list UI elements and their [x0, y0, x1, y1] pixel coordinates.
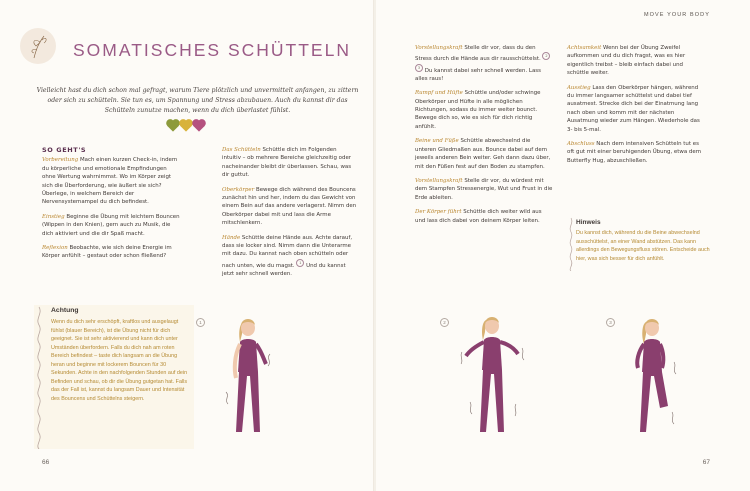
steps-column-3	[415, 44, 553, 231]
figure-number: 2	[440, 318, 449, 327]
warning-heading: Achtung	[51, 307, 79, 314]
paragraph: Vorstellungskraft Stelle dir vor, dass du den Stress durch die Hände aus dir rausschüttelst. 23 Du kannst dabei sehr schnell werden. Lass alles raus!	[415, 44, 553, 83]
figure-number: 1	[196, 318, 205, 327]
page-number-left: 66	[42, 459, 50, 466]
paragraph: Hände Schüttle deine Hände aus. Achte darauf, dass sie locker sind. Nimm dann die Unterarme mit dazu. Du kannst nach oben schütteln oder nach unten, wie du magst. 1 Und du kannst jetzt sehr schnell werden.	[222, 234, 353, 278]
paragraph: Der Körper führt Schüttle dich weiter wild aus und lass dich dabei von deinem Körper leiten.	[415, 209, 542, 224]
flower-icon	[20, 28, 56, 64]
paragraph: Achtsamkeit Wenn bei der Übung Zweifel aufkommen und du dich fragst, was es hier eigentlich treibst – bleib einfach dabei und schüttle weiter.	[567, 45, 686, 77]
hint-heading: Hinweis	[576, 219, 601, 226]
wave-ornament	[568, 217, 574, 271]
warning-text: Wenn du dich sehr erschöpft, kraftlos und ausgelaugt fühlst (blauer Bereich), ist die Übung nicht für dich geeignet. Sie ist sehr aktivierend und kann dich unter Umständen überfordern. Falls du dich nah am roten Bereich befindest – taste dich langsam an die Übung heran und beginne mit lockerem Bouncen für 30 Sekunden. Achte in den nachfolgenden Stunden auf dein Befinden und schau, ob dir die Übung gutgetan hat. Falls das der Fall ist, kannst du langsam Dauer und Intensität des Bouncens und Schüttelns steigern.	[51, 319, 188, 402]
left-page	[0, 0, 374, 491]
heart-icon	[193, 120, 204, 131]
heart-row	[169, 122, 203, 130]
figure-illustration-1	[222, 312, 276, 444]
paragraph: Einstieg Beginne die Übung mit leichtem Bouncen (Wippen in den Knien), gern auch zu Musik, die dich aktiviert und die dir Spaß macht.	[42, 213, 180, 237]
section-heading: SO GEHT'S	[42, 146, 87, 154]
right-page	[376, 0, 750, 491]
wave-ornament	[34, 305, 44, 449]
hint-text: Du kannst dich, während du die Beine abwechselnd ausschüttelst, an einer Wand abstützen. Das kann allerdings den Bewegungsfluss stören. Entscheide auch hier, was sich besser für dich anfühlt.	[576, 230, 710, 262]
heart-icon	[180, 120, 191, 131]
figure-illustration-2	[458, 312, 528, 444]
figure-number: 3	[606, 318, 615, 327]
paragraph: Beine und Füße Schüttle abwechselnd die unteren Gliedmaßen aus. Bounce dabei auf dem jeweils anderen Bein weiter. Geh dann dazu über, mit den Füßen fest auf den Boden zu stampfen.	[415, 138, 551, 170]
paragraph: Das Schütteln Schüttle dich im Folgenden intuitiv – ob mehrere Bereiche gleichzeitig oder nacheinander bleibt dir überlassen. Schau, was dir guttut.	[222, 147, 352, 179]
paragraph: Vorbereitung Mach einen kurzen Check-in, indem du körperliche und emotionale Empfindungen ohne Wertung wahrnimmst. Wo im Körper zeigt sich die Überforderung, wie äußert sie sich? Überlege, in welchem Bereich der Nervensystemampel du dich befindest.	[42, 157, 178, 206]
section-header: MOVE YOUR BODY	[643, 12, 710, 18]
footnote-marker: 2	[542, 52, 550, 60]
warning-box	[34, 305, 194, 449]
heart-icon	[167, 120, 178, 131]
paragraph: Ausstieg Lass den Oberkörper hängen, während du immer langsamer schüttelst und dabei tief ausatmest. Strecke dich bei der Einatmung lang nach oben und komm mit der nächsten Ausatmung wieder zum Hängen. Wiederhole das 3- bis 5-mal.	[567, 84, 700, 133]
footnote-marker: 1	[296, 259, 304, 267]
intro-text: Vielleicht hast du dich schon mal gefragt, warum Tiere plötzlich und unvermittelt anfangen, zu zittern oder sich zu schütteln. Sie tun es, um Spannung und Stress abzubauen. Auch du kannst dir das Schütteln zunutze machen, wenn du dich überlastet fühlst.	[36, 87, 359, 115]
paragraph: Oberkörper Bewege dich während des Bouncens zunächst hin und her, indem du das Gewicht von einem Bein auf das andere verlagerst. Nimm den Oberkörper dabei mit und lass die Arme mitschlenkern.	[222, 186, 357, 227]
steps-column-2	[222, 146, 357, 285]
paragraph: Rumpf und Hüfte Schüttle und/oder schwinge Oberkörper und Hüfte in alle möglichen Richtungen, sodass du immer weiter bounct. Bewege dich so, wie es sich für dich richtig anfühlt.	[415, 90, 541, 130]
page-title: SOMATISCHES SCHÜTTELN	[73, 40, 351, 60]
footnote-marker: 3	[415, 64, 423, 72]
steps-column-4	[567, 44, 703, 171]
paragraph: Abschluss Nach dem intensiven Schütteln tut es oft gut mit einer beruhigenden Übung, etwa dem Butterfly Hug, abzuschließen.	[567, 141, 702, 164]
steps-column-1	[42, 146, 180, 267]
page-number-right: 67	[702, 459, 710, 466]
figure-illustration-3	[622, 312, 682, 444]
paragraph: Reflexion Beobachte, wie sich deine Energie im Körper anfühlt – gestaut oder schon fließend?	[42, 245, 172, 260]
paragraph: Vorstellungskraft Stelle dir vor, du würdest mit dem Stampfen Stressenergie, Wut und Frust in die Erde ableiten.	[415, 177, 553, 201]
